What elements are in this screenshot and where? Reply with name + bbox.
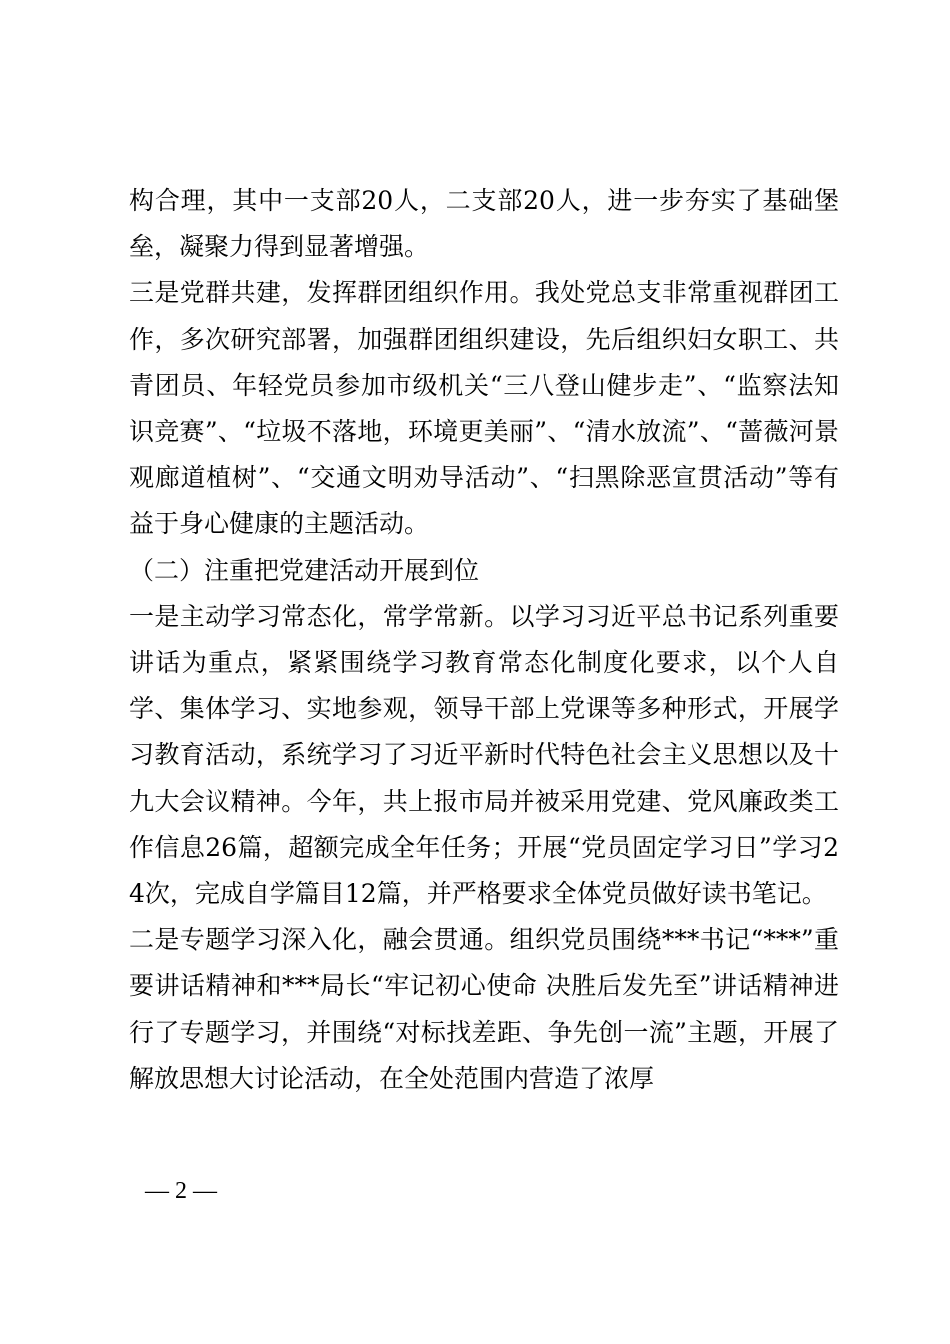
paragraph-regular-study: 一是主动学习常态化，常学常新。以学习习近平总书记系列重要讲话为重点，紧紧围绕学习教育常态化制度化要求，以个人自学、集体学习、实地参观，领导干部上党课等多种形式，开展学习教育活动，系统学习了习近平新时代特色社会主义思想以及十九大会议精神。今年，共上报市局并被采用党建、党风廉政类工作信息26篇，超额完成全年任务；开展“党员固定学习日”学习24次，完成自学篇目12篇，并严格要求全体党员做好读书笔记。 (129, 601, 839, 909)
paragraph-party-mass-building: 三是党群共建，发挥群团组织作用。我处党总支非常重视群团工作，多次研究部署，加强群团组织建设，先后组织妇女职工、共青团员、年轻党员参加市级机关“三八登山健步走”、“监察法知识竞赛”、“垃圾不落地，环境更美丽”、“清水放流”、“蔷薇河景观廊道植树”、“交通文明劝导活动”、“扫黑除恶宣贯活动”等有益于身心健康的主题活动。 (129, 278, 839, 539)
paragraph-thematic-study: 二是专题学习深入化，融会贯通。组织党员围绕***书记“***”重要讲话精神和***局长“牢记初心使命 决胜后发先至”讲话精神进行了专题学习，并围绕“对标找差距、争先创一流”主题，开展了解放思想大讨论活动，在全处范围内营造了浓厚 (129, 925, 839, 1093)
document-body (129, 178, 839, 1102)
section-heading-party-activities: （二）注重把党建活动开展到位 (129, 555, 480, 585)
page-number: — 2 — (145, 1178, 217, 1204)
paragraph-continuation: 构合理，其中一支部20人，二支部20人，进一步夯实了基础堡垒，凝聚力得到显著增强。 (129, 186, 839, 262)
